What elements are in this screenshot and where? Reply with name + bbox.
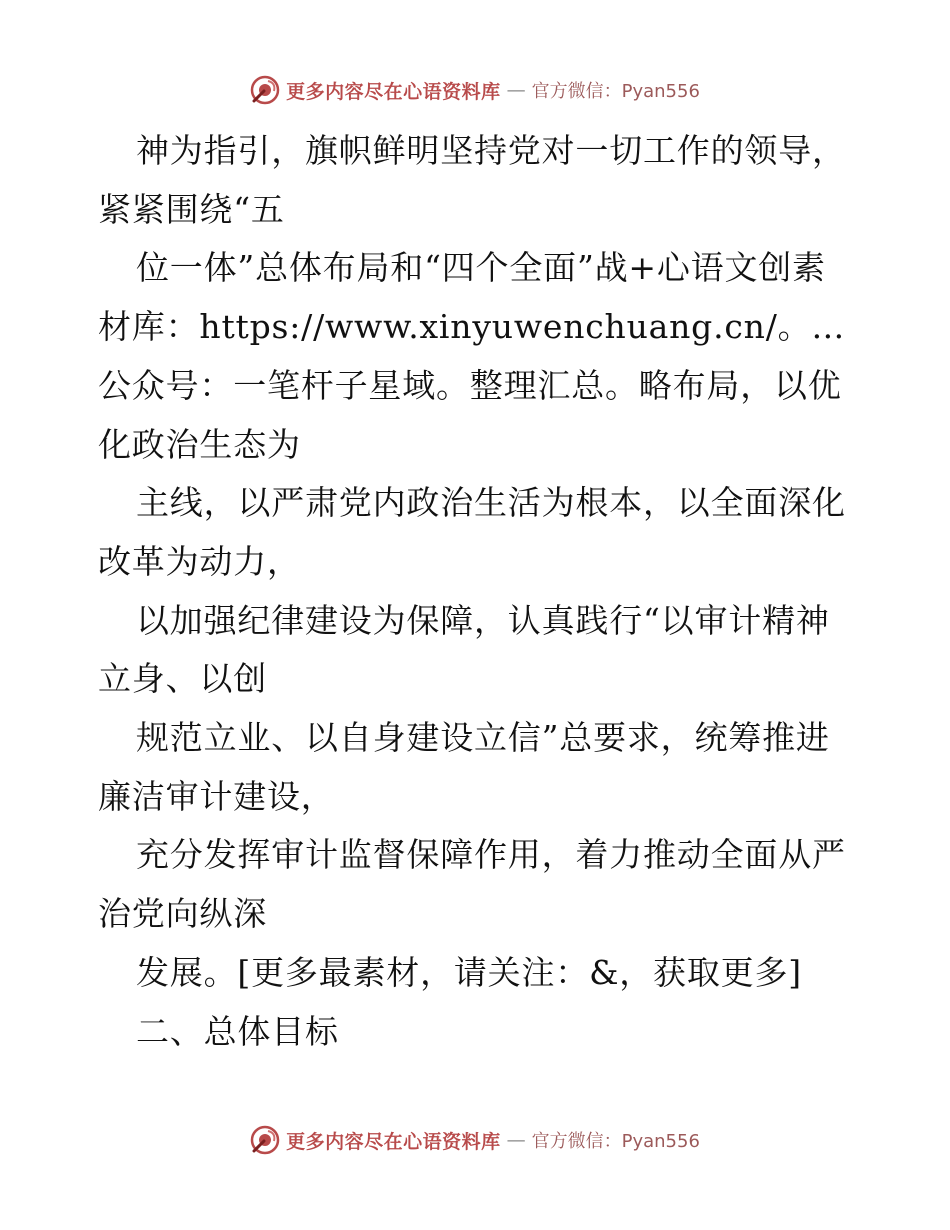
- paragraph: 主线，以严肃党内政治生活为根本，以全面深化改革为动力，: [98, 483, 846, 581]
- paragraph: 位一体”总体布局和“四个全面”战+心语文创素材库：https://www.xinyuwenchuang.cn/。…公众号：一笔杆子星域。整理汇总。略布局，以优化政治生态为: [98, 248, 846, 464]
- pen-logo-icon: [250, 1125, 280, 1155]
- footer-watermark: [0, 1120, 950, 1160]
- watermark-text: 更多内容尽在心语资料库: [286, 80, 501, 103]
- document-body: [98, 122, 858, 1061]
- watermark-wechat: 官方微信：Pyan556: [531, 1131, 700, 1152]
- paragraph: 发展。[更多最素材，请关注：&，获取更多]: [136, 952, 802, 992]
- paragraph: 以加强纪律建设为保障，认真践行“以审计精神立身、以创: [98, 600, 830, 699]
- paragraph: 充分发挥审计监督保障作用，着力推动全面从严治党向纵深: [98, 835, 846, 934]
- watermark-text: 更多内容尽在心语资料库: [286, 1130, 501, 1153]
- watermark-separator: —: [506, 1129, 526, 1151]
- section-heading: 二、总体目标: [136, 1011, 339, 1051]
- header-watermark: [0, 70, 950, 110]
- watermark-separator: —: [506, 79, 526, 101]
- paragraph: 规范立业、以自身建设立信”总要求，统筹推进廉洁审计建设，: [98, 718, 830, 816]
- paragraph: 神为指引，旗帜鲜明坚持党对一切工作的领导，紧紧围绕“五: [98, 131, 846, 229]
- watermark-wechat: 官方微信：Pyan556: [531, 81, 700, 102]
- pen-logo-icon: [250, 75, 280, 105]
